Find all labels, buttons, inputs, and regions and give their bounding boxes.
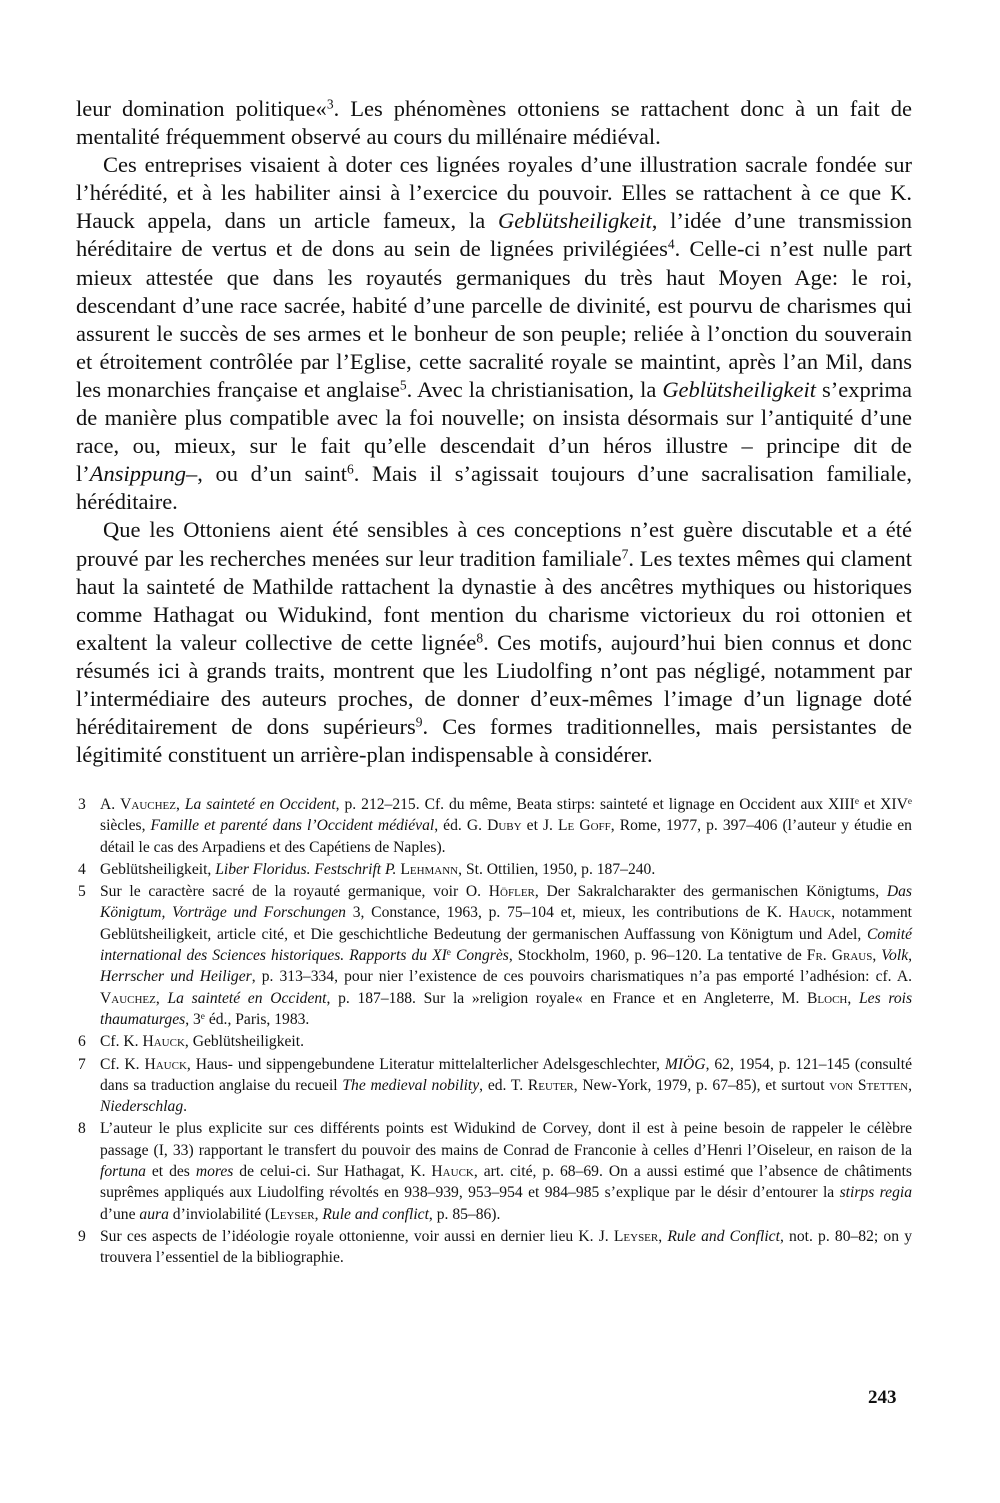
footnote-number: 9 [78,1227,86,1245]
footnote-6: 6 Cf. K. Hauck, Geblütsheiligkeit. [76,1031,912,1052]
footnote-3: 3 A. Vauchez, La sainteté en Occident, p. 212–215. Cf. du même, Beata stirps: sainteté et lignage en Occident aux XIIIe et XIVe siècles, Famille et parenté dans l’Occident médiéval, éd. G. Duby et J. Le Goff, Rome, 1977, p. 397–406 (l’auteur y étudie en détail le cas des Arpadiens et des Capétiens de Naples). [78,796,913,856]
footnote-5: 5 Sur le caractère sacré de la royauté germanique, voir O. Höfler, Der Sakralcharakter des germanischen Königtums, Das Königtum, Vorträge und Forschungen 3, Constance, 1963, p. 75–104 et, mieux, les contributions de K. Hauck, notamment Geblütsheiligkeit, article cité, et Die geschichtliche Bedeutung der germanischen Auffassung von Königtum und Adel, Comité international des Sciences historiques. Rapports du XIe Congrès, Stockholm, 1960, p. 96–120. La tentative de Fr. Graus, Volk, Herrscher und Heiliger, p. 313–334, pour nier l’existence de ces pouvoirs charismatiques n’a pas emporté l’adhésion: cf. A. Vauchez, La sainteté en Occident, p. 187–188. Sur la »religion royale« en France et en Angleterre, M. Bloch, Les rois thaumaturges, 3e éd., Paris, 1983. [78,883,913,1028]
paragraph-2: Ces entreprises visaient à doter ces lignées royales d’une illustration sacrale fondée sur l’hérédité, et à les habiliter ainsi à l’exercice du pouvoir. Elles se rattachent à ce que K. Hauck appela, dans un article fameux, la Geblütsheiligkeit, l’idée d’une transmission héréditaire de vertus et de dons au sein de lignées privilégiées$^4$. Celle-ci n’est nulle part mieux attestée que dans les royautés germaniques du très haut Moyen Age: le roi, descendant d’une race sacrée, habité d’une parcelle de divinité, est pourvu de charismes qui assurent le succès de ses armes et le bonheur de son peuple; reliée à l’onction du souverain et étroitement contrôlée par l’Eglise, cette sacralité royale se maintint, après l’an Mil, dans les monarchies française et anglaise$^5$. Avec la christianisation, la Geblütsheiligkeit s’exprima de manière plus compatible avec la foi nouvelle; on insista désormais sur l’antiquité d’une race, ou, mieux, sur le fait qu’elle descendait d’un héros illustre – principe dit de l’Ansippung–, ou d’un saint$^6$. Mais il s’agissait toujours d’une sacralisation familiale, héréditaire. [76,152,912,515]
footnote-ref-9[interactable]: 9 [415,714,423,730]
footnote-7: 7 Cf. K. Hauck, Haus- und sippengebundene Literatur mittelalterlicher Adelsgeschlechter, MIÖG, 62, 1954, p. 121–145 (consulté dans sa traduction anglaise du recueil The medieval nobility, ed. T. Reuter, New-York, 1979, p. 67–85), et surtout von Stetten, Niederschlag. [78,1055,913,1116]
footnote-number: 4 [78,860,86,878]
footnote-4: 4 Geblütsheiligkeit, Liber Floridus. Festschrift P. Lehmann, St. Ottilien, 1950, p. 187–240. [76,859,912,880]
footnote-number: 7 [78,1055,86,1073]
footnote-ref-6[interactable]: 6 [347,461,354,477]
footnote-number: 5 [78,883,86,901]
footnote-8: 8 L’auteur le plus explicite sur ces différents points est Widukind de Corvey, dont il est à peine besoin de rappeler le célèbre passage (I, 33) rapportant le transfert du pouvoir des mains de Conrad de Franconie à celles d’Henri l’Oiseleur, en raison de la fortuna et des mores de celui-ci. Sur Hathagat, K. Hauck, art. cité, p. 68–69. On a aussi estimé que l’absence de châtiments suprêmes appliqués aux Liudolfing révoltés en 938–939, 953–954 et 984–985 s’explique par le désir d’entourer la stirps regia d’une aura d’inviolabilité (Leyser, Rule and conflict, p. 85–86). [78,1120,912,1223]
footnote-ref-8[interactable]: 8 [476,630,484,646]
page-number: 243 [868,1387,897,1408]
main-text [76,95,912,769]
footnote-ref-5[interactable]: 5 [399,377,407,393]
footnote-ref-7[interactable]: 7 [621,546,629,562]
footnotes [76,794,912,1270]
footnote-ref-4[interactable]: 4 [667,237,675,253]
footnote-number: 8 [78,1120,86,1138]
footnote-number: 3 [78,796,86,813]
footnote-9: 9 Sur ces aspects de l’idéologie royale ottonienne, voir aussi en dernier lieu K. J. Leyser, Rule and Conflict, not. p. 80–82; on y trouvera l’essentiel de la bibliographie. [78,1227,913,1267]
paragraph-3: Que les Ottoniens aient été sensibles à ces conceptions n’est guère discutable et a été prouvé par les recherches menées sur leur tradition familiale$^7$. Les textes mêmes qui clament haut la sainteté de Mathilde rattachent la dynastie à des ancêtres mythiques ou historiques comme Hathagat ou Widukind, font mention du charisme victorieux du roi ottonien et exaltent la valeur collective de cette lignée$^8$. Ces motifs, aujourd’hui bien connus et donc résumés ici à grands traits, montrent que les Liudolfing n’ont pas négligé, notamment par l’intermédiaire des auteurs proches, de donner d’eux-mêmes l’image d’un lignage doté héréditairement de dons supérieurs$^9$. Ces formes traditionnelles, mais persistantes de légitimité constituent un arrière-plan indispensable à considérer. [76,517,913,768]
footnote-number: 6 [78,1033,86,1051]
footnote-ref-3[interactable]: 3 [326,96,334,112]
paragraph-1: leur domination politique«$^3$. Les phénomènes ottoniens se rattachent donc à un fait de mentalité fréquemment observé au cours du millénaire médiéval. [76,96,912,150]
